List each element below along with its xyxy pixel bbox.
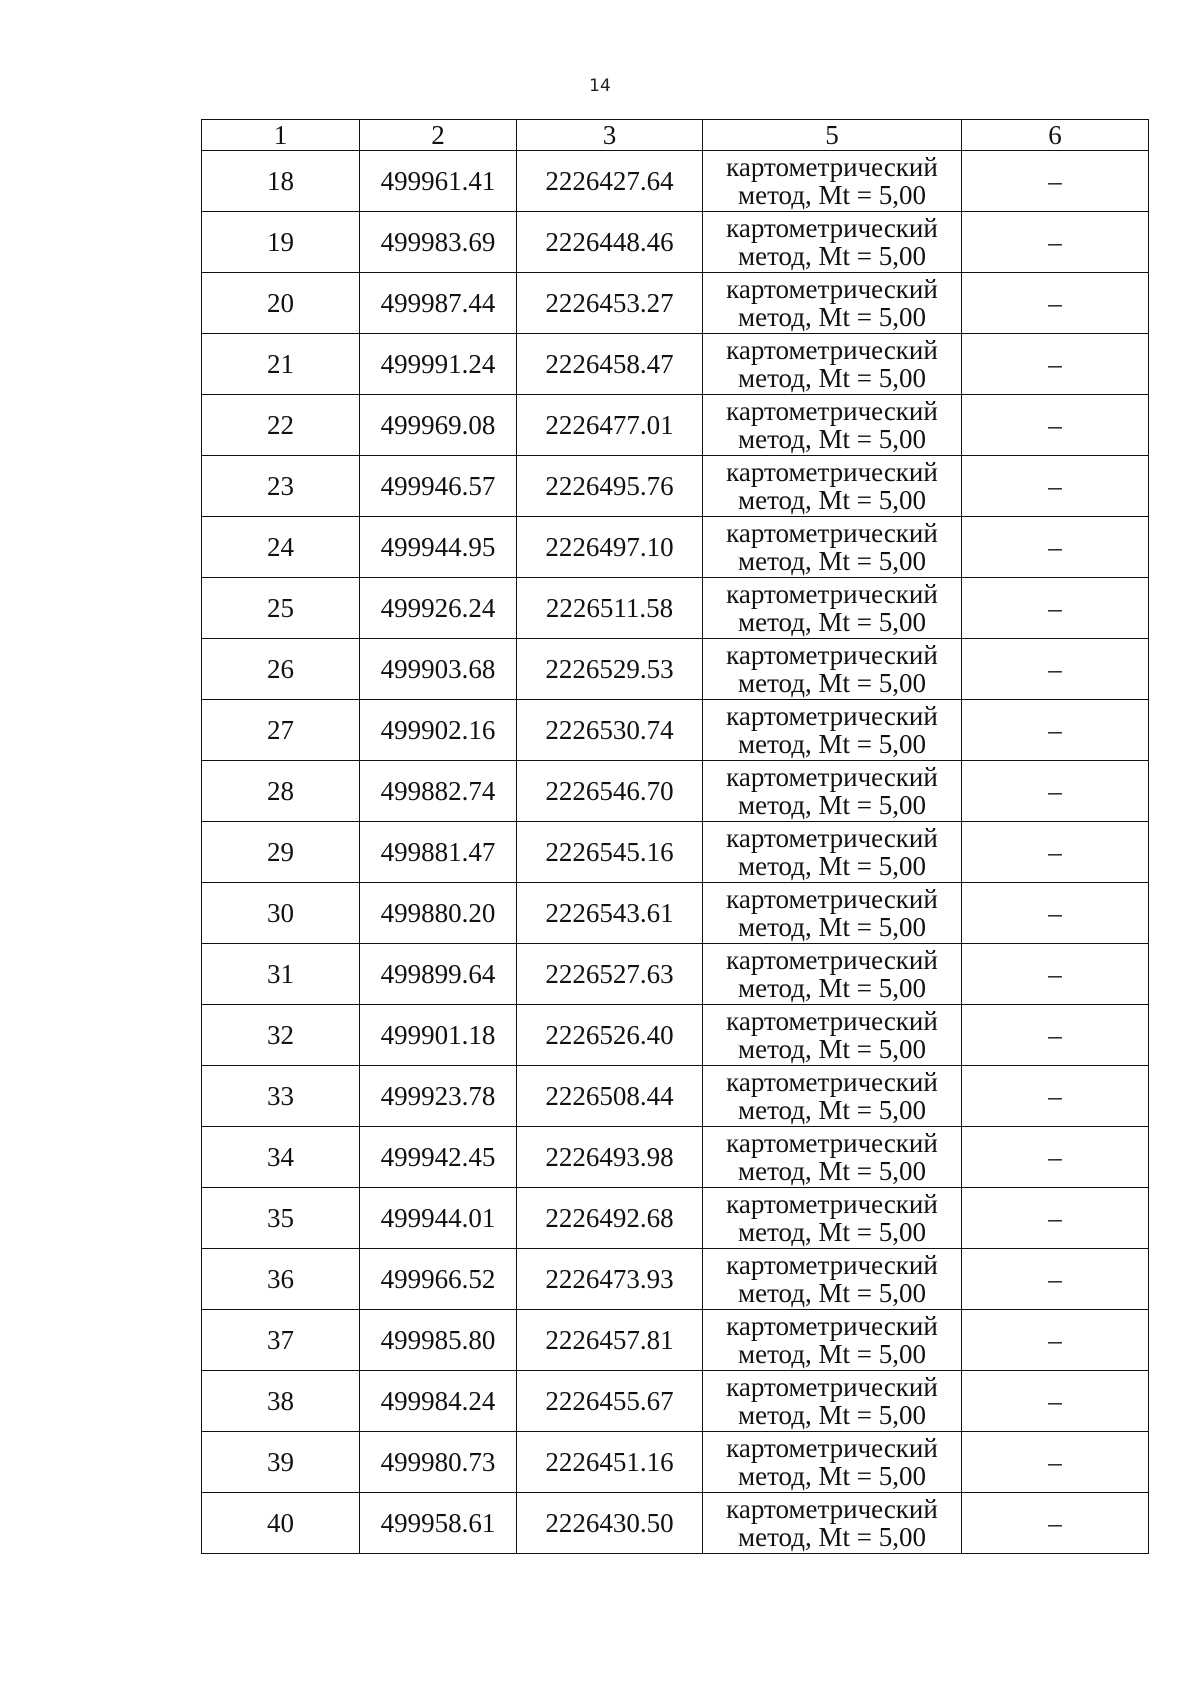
method-cell — [703, 1005, 962, 1066]
method-cell — [703, 334, 962, 395]
method-name-text: картометрический — [726, 701, 938, 731]
y-coordinate-cell: 2226455.67 — [517, 1371, 703, 1432]
column-header-6: 6 — [962, 120, 1149, 151]
y-coordinate-cell: 2226430.50 — [517, 1493, 703, 1554]
point-number-cell: 34 — [202, 1127, 360, 1188]
description-cell: – — [962, 1188, 1149, 1249]
table-row — [202, 395, 1149, 456]
point-number-cell: 27 — [202, 700, 360, 761]
y-coordinate-cell: 2226493.98 — [517, 1127, 703, 1188]
description-cell: – — [962, 1005, 1149, 1066]
column-header-2: 2 — [360, 120, 517, 151]
method-name-text: картометрический — [726, 1128, 938, 1158]
method-cell — [703, 1188, 962, 1249]
page-number: 14 — [589, 76, 611, 96]
table-row — [202, 1493, 1149, 1554]
description-cell: – — [962, 578, 1149, 639]
x-coordinate-cell: 499961.41 — [360, 151, 517, 212]
method-name-text: картометрический — [726, 213, 938, 243]
description-cell: – — [962, 1493, 1149, 1554]
point-number-cell: 31 — [202, 944, 360, 1005]
method-cell — [703, 1371, 962, 1432]
description-cell: – — [962, 151, 1149, 212]
description-cell: – — [962, 1249, 1149, 1310]
point-number-cell: 39 — [202, 1432, 360, 1493]
method-name-text: картометрический — [726, 579, 938, 609]
x-coordinate-cell: 499944.01 — [360, 1188, 517, 1249]
method-name-text: картометрический — [726, 640, 938, 670]
method-accuracy-text: метод, Mt = 5,00 — [738, 1339, 926, 1369]
x-coordinate-cell: 499983.69 — [360, 212, 517, 273]
column-header-5: 5 — [703, 120, 962, 151]
point-number-cell: 38 — [202, 1371, 360, 1432]
method-name-text: картометрический — [726, 274, 938, 304]
table-row — [202, 822, 1149, 883]
method-cell — [703, 1249, 962, 1310]
point-number-cell: 35 — [202, 1188, 360, 1249]
method-accuracy-text: метод, Mt = 5,00 — [738, 180, 926, 210]
method-cell — [703, 822, 962, 883]
table-row — [202, 1310, 1149, 1371]
point-number-cell: 30 — [202, 883, 360, 944]
coordinates-table — [201, 119, 1149, 1554]
method-accuracy-text: метод, Mt = 5,00 — [738, 973, 926, 1003]
method-name-text: картометрический — [726, 518, 938, 548]
y-coordinate-cell: 2226526.40 — [517, 1005, 703, 1066]
table-row — [202, 639, 1149, 700]
description-cell: – — [962, 273, 1149, 334]
x-coordinate-cell: 499880.20 — [360, 883, 517, 944]
point-number-cell: 26 — [202, 639, 360, 700]
method-accuracy-text: метод, Mt = 5,00 — [738, 912, 926, 942]
method-name-text: картометрический — [726, 1494, 938, 1524]
method-cell — [703, 761, 962, 822]
table-row — [202, 1432, 1149, 1493]
header-row — [202, 120, 1149, 151]
method-cell — [703, 700, 962, 761]
table-row — [202, 1066, 1149, 1127]
point-number-cell: 22 — [202, 395, 360, 456]
y-coordinate-cell: 2226543.61 — [517, 883, 703, 944]
method-name-text: картометрический — [726, 152, 938, 182]
table-row — [202, 1371, 1149, 1432]
x-coordinate-cell: 499958.61 — [360, 1493, 517, 1554]
x-coordinate-cell: 499926.24 — [360, 578, 517, 639]
description-cell: – — [962, 822, 1149, 883]
x-coordinate-cell: 499984.24 — [360, 1371, 517, 1432]
method-cell — [703, 639, 962, 700]
x-coordinate-cell: 499980.73 — [360, 1432, 517, 1493]
description-cell: – — [962, 639, 1149, 700]
method-cell — [703, 1127, 962, 1188]
y-coordinate-cell: 2226477.01 — [517, 395, 703, 456]
table-row — [202, 517, 1149, 578]
method-cell — [703, 578, 962, 639]
x-coordinate-cell: 499881.47 — [360, 822, 517, 883]
method-name-text: картометрический — [726, 335, 938, 365]
x-coordinate-cell: 499902.16 — [360, 700, 517, 761]
y-coordinate-cell: 2226527.63 — [517, 944, 703, 1005]
description-cell: – — [962, 761, 1149, 822]
point-number-cell: 32 — [202, 1005, 360, 1066]
table-row — [202, 1005, 1149, 1066]
description-cell: – — [962, 700, 1149, 761]
method-accuracy-text: метод, Mt = 5,00 — [738, 424, 926, 454]
method-cell — [703, 151, 962, 212]
method-cell — [703, 456, 962, 517]
method-cell — [703, 517, 962, 578]
description-cell: – — [962, 944, 1149, 1005]
y-coordinate-cell: 2226511.58 — [517, 578, 703, 639]
table-row — [202, 883, 1149, 944]
y-coordinate-cell: 2226546.70 — [517, 761, 703, 822]
table-row — [202, 1188, 1149, 1249]
method-name-text: картометрический — [726, 1433, 938, 1463]
x-coordinate-cell: 499987.44 — [360, 273, 517, 334]
method-accuracy-text: метод, Mt = 5,00 — [738, 1461, 926, 1491]
x-coordinate-cell: 499969.08 — [360, 395, 517, 456]
x-coordinate-cell: 499991.24 — [360, 334, 517, 395]
method-accuracy-text: метод, Mt = 5,00 — [738, 851, 926, 881]
y-coordinate-cell: 2226545.16 — [517, 822, 703, 883]
method-accuracy-text: метод, Mt = 5,00 — [738, 546, 926, 576]
y-coordinate-cell: 2226508.44 — [517, 1066, 703, 1127]
method-name-text: картометрический — [726, 457, 938, 487]
x-coordinate-cell: 499942.45 — [360, 1127, 517, 1188]
table-row — [202, 1249, 1149, 1310]
description-cell: – — [962, 1066, 1149, 1127]
description-cell: – — [962, 334, 1149, 395]
point-number-cell: 36 — [202, 1249, 360, 1310]
method-cell — [703, 883, 962, 944]
table-row — [202, 700, 1149, 761]
method-accuracy-text: метод, Mt = 5,00 — [738, 485, 926, 515]
method-accuracy-text: метод, Mt = 5,00 — [738, 302, 926, 332]
y-coordinate-cell: 2226497.10 — [517, 517, 703, 578]
table-row — [202, 456, 1149, 517]
point-number-cell: 19 — [202, 212, 360, 273]
table-row — [202, 151, 1149, 212]
method-accuracy-text: метод, Mt = 5,00 — [738, 607, 926, 637]
point-number-cell: 24 — [202, 517, 360, 578]
x-coordinate-cell: 499901.18 — [360, 1005, 517, 1066]
method-cell — [703, 212, 962, 273]
y-coordinate-cell: 2226457.81 — [517, 1310, 703, 1371]
description-cell: – — [962, 883, 1149, 944]
table-body — [202, 151, 1149, 1554]
method-cell — [703, 395, 962, 456]
table-row — [202, 273, 1149, 334]
y-coordinate-cell: 2226473.93 — [517, 1249, 703, 1310]
method-name-text: картометрический — [726, 823, 938, 853]
table-row — [202, 334, 1149, 395]
method-name-text: картометрический — [726, 1006, 938, 1036]
description-cell: – — [962, 212, 1149, 273]
description-cell: – — [962, 1432, 1149, 1493]
y-coordinate-cell: 2226458.47 — [517, 334, 703, 395]
method-cell — [703, 1432, 962, 1493]
method-accuracy-text: метод, Mt = 5,00 — [738, 1156, 926, 1186]
method-cell — [703, 944, 962, 1005]
y-coordinate-cell: 2226529.53 — [517, 639, 703, 700]
method-accuracy-text: метод, Mt = 5,00 — [738, 241, 926, 271]
method-cell — [703, 273, 962, 334]
method-name-text: картометрический — [726, 1189, 938, 1219]
method-accuracy-text: метод, Mt = 5,00 — [738, 668, 926, 698]
point-number-cell: 33 — [202, 1066, 360, 1127]
point-number-cell: 29 — [202, 822, 360, 883]
method-accuracy-text: метод, Mt = 5,00 — [738, 1278, 926, 1308]
point-number-cell: 40 — [202, 1493, 360, 1554]
table-row — [202, 578, 1149, 639]
method-name-text: картометрический — [726, 1067, 938, 1097]
method-name-text: картометрический — [726, 884, 938, 914]
description-cell: – — [962, 517, 1149, 578]
method-cell — [703, 1066, 962, 1127]
x-coordinate-cell: 499944.95 — [360, 517, 517, 578]
description-cell: – — [962, 1127, 1149, 1188]
point-number-cell: 20 — [202, 273, 360, 334]
x-coordinate-cell: 499966.52 — [360, 1249, 517, 1310]
method-accuracy-text: метод, Mt = 5,00 — [738, 1095, 926, 1125]
table-row — [202, 1127, 1149, 1188]
method-accuracy-text: метод, Mt = 5,00 — [738, 1400, 926, 1430]
x-coordinate-cell: 499923.78 — [360, 1066, 517, 1127]
x-coordinate-cell: 499882.74 — [360, 761, 517, 822]
description-cell: – — [962, 1310, 1149, 1371]
method-name-text: картометрический — [726, 396, 938, 426]
point-number-cell: 25 — [202, 578, 360, 639]
point-number-cell: 28 — [202, 761, 360, 822]
method-accuracy-text: метод, Mt = 5,00 — [738, 1217, 926, 1247]
method-name-text: картометрический — [726, 762, 938, 792]
y-coordinate-cell: 2226448.46 — [517, 212, 703, 273]
x-coordinate-cell: 499899.64 — [360, 944, 517, 1005]
y-coordinate-cell: 2226453.27 — [517, 273, 703, 334]
point-number-cell: 23 — [202, 456, 360, 517]
method-name-text: картометрический — [726, 1250, 938, 1280]
point-number-cell: 37 — [202, 1310, 360, 1371]
column-header-1: 1 — [202, 120, 360, 151]
method-name-text: картометрический — [726, 945, 938, 975]
description-cell: – — [962, 1371, 1149, 1432]
table-row — [202, 944, 1149, 1005]
description-cell: – — [962, 395, 1149, 456]
method-name-text: картометрический — [726, 1311, 938, 1341]
column-header-3: 3 — [517, 120, 703, 151]
y-coordinate-cell: 2226492.68 — [517, 1188, 703, 1249]
method-accuracy-text: метод, Mt = 5,00 — [738, 790, 926, 820]
method-cell — [703, 1310, 962, 1371]
table-row — [202, 761, 1149, 822]
point-number-cell: 21 — [202, 334, 360, 395]
method-accuracy-text: метод, Mt = 5,00 — [738, 363, 926, 393]
y-coordinate-cell: 2226495.76 — [517, 456, 703, 517]
x-coordinate-cell: 499985.80 — [360, 1310, 517, 1371]
x-coordinate-cell: 499903.68 — [360, 639, 517, 700]
x-coordinate-cell: 499946.57 — [360, 456, 517, 517]
table-header — [202, 120, 1149, 151]
point-number-cell: 18 — [202, 151, 360, 212]
y-coordinate-cell: 2226530.74 — [517, 700, 703, 761]
y-coordinate-cell: 2226451.16 — [517, 1432, 703, 1493]
method-accuracy-text: метод, Mt = 5,00 — [738, 1034, 926, 1064]
method-accuracy-text: метод, Mt = 5,00 — [738, 1522, 926, 1552]
method-name-text: картометрический — [726, 1372, 938, 1402]
table-row — [202, 212, 1149, 273]
description-cell: – — [962, 456, 1149, 517]
method-accuracy-text: метод, Mt = 5,00 — [738, 729, 926, 759]
method-cell — [703, 1493, 962, 1554]
y-coordinate-cell: 2226427.64 — [517, 151, 703, 212]
